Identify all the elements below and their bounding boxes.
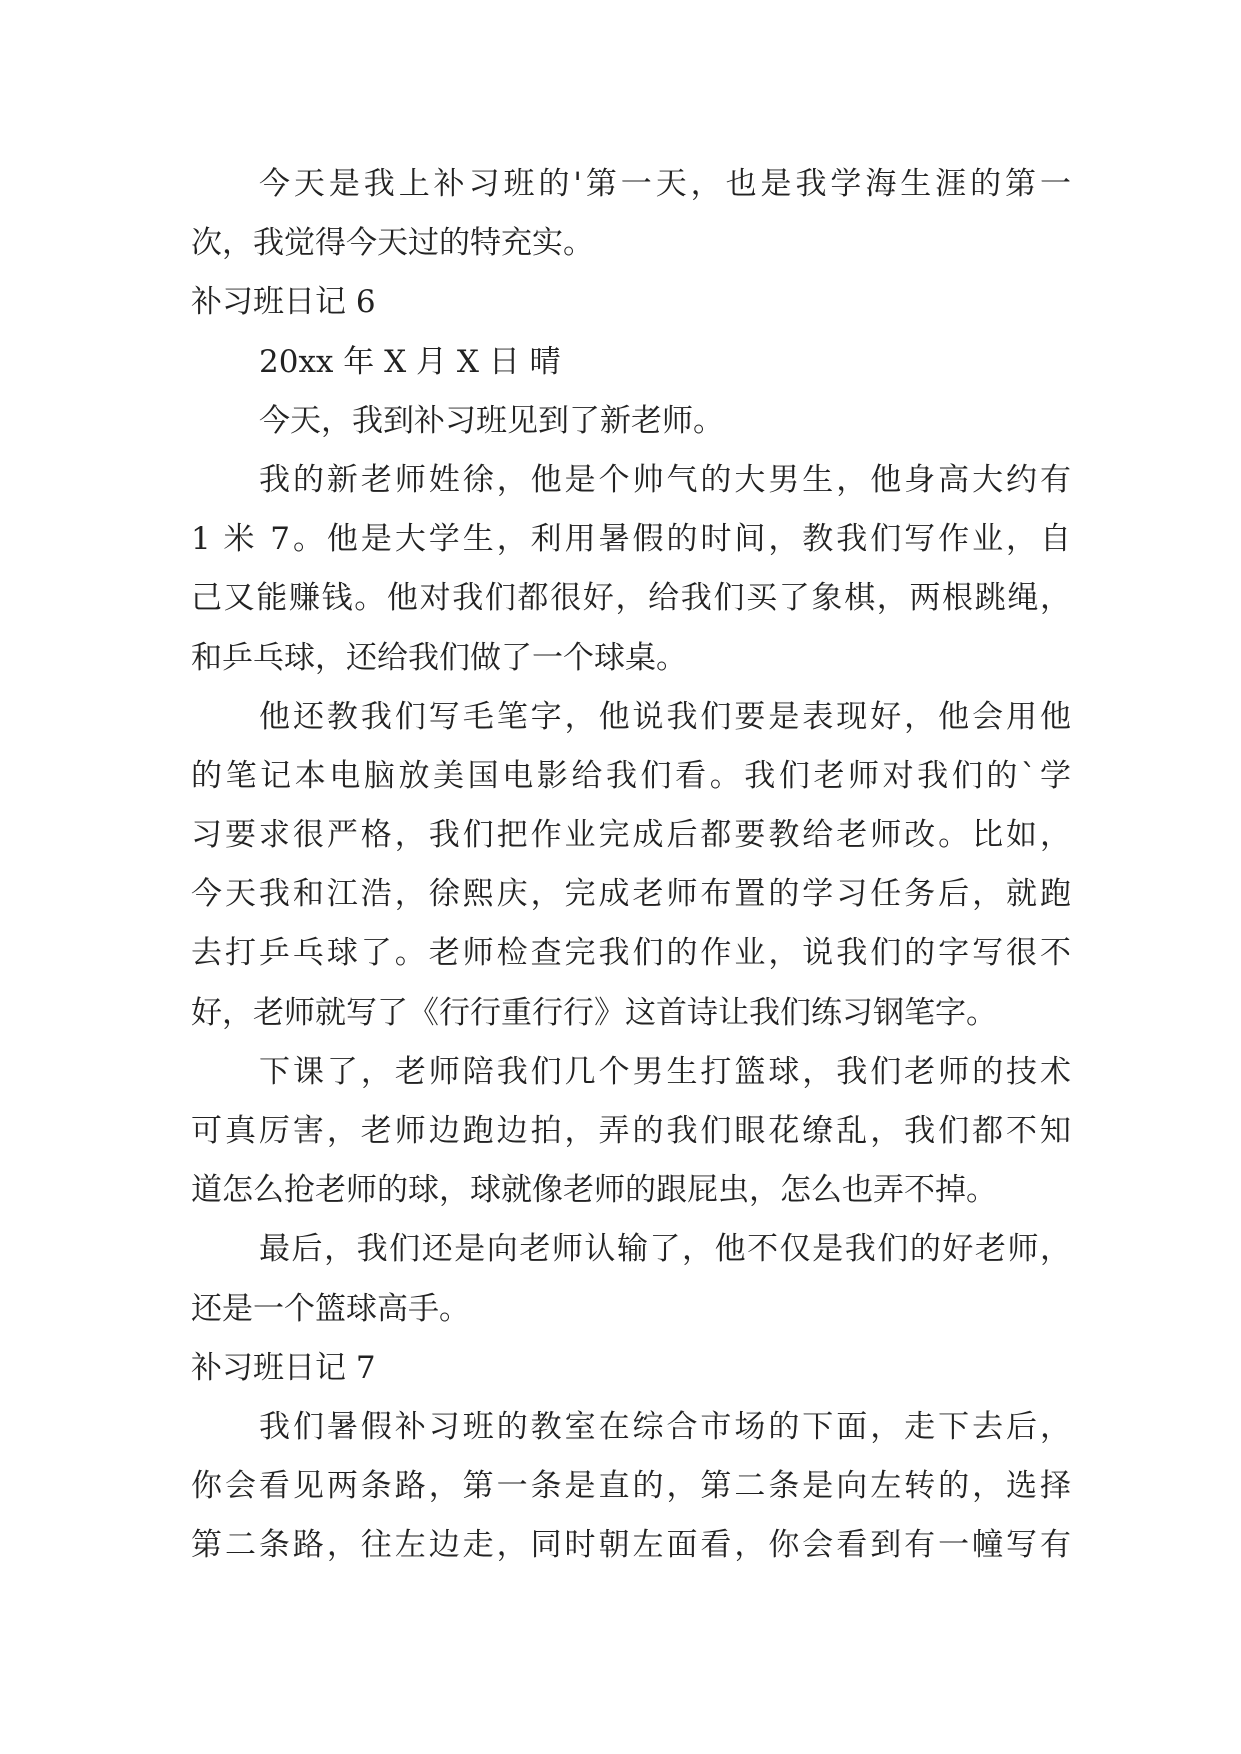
- text-line: 最后，我们还是向老师认输了，他不仅是我们的好老师，: [259, 1231, 1071, 1268]
- paragraph: [191, 1043, 1071, 1221]
- text-line: 第二条路，往左边走，同时朝左面看，你会看到有一幢写有: [191, 1527, 1071, 1564]
- text-line: 去打乒乓球了。老师检查完我们的作业，说我们的字写很不: [191, 935, 1071, 972]
- paragraph: [191, 1398, 1071, 1576]
- text-line: 道怎么抢老师的球，球就像老师的跟屁虫，怎么也弄不掉。: [191, 1172, 997, 1209]
- text-line: 今天我和江浩，徐熙庆，完成老师布置的学习任务后，就跑: [191, 876, 1071, 913]
- text-line: 我的新老师姓徐，他是个帅气的大男生，他身高大约有: [259, 461, 1071, 498]
- paragraph: [191, 451, 1071, 688]
- text-line: 次，我觉得今天过的特充实。: [191, 225, 594, 262]
- text-line: 的笔记本电脑放美国电影给我们看。我们老师对我们的`学: [191, 757, 1071, 794]
- text-line: 1 米 7。他是大学生，利用暑假的时间，教我们写作业，自: [191, 521, 1071, 558]
- document-page: [191, 155, 1071, 1576]
- text-line: 今天，我到补习班见到了新老师。: [259, 402, 724, 439]
- text-line: 己又能赚钱。他对我们都很好，给我们买了象棋，两根跳绳，: [191, 580, 1071, 617]
- paragraph: [191, 392, 1071, 451]
- heading-text: 补习班日记 7: [191, 1349, 376, 1386]
- text-line: 我们暑假补习班的教室在综合市场的下面，走下去后，: [259, 1408, 1071, 1445]
- paragraph: [191, 1220, 1071, 1338]
- paragraph: [191, 333, 1071, 392]
- heading-text: 补习班日记 6: [191, 284, 376, 321]
- text-line: 还是一个篮球高手。: [191, 1290, 470, 1327]
- paragraph: [191, 688, 1071, 1043]
- text-line: 下课了，老师陪我们几个男生打篮球，我们老师的技术: [259, 1053, 1071, 1090]
- text-line: 和乒乓球，还给我们做了一个球桌。: [191, 639, 687, 676]
- text-line: 习要求很严格，我们把作业完成后都要教给老师改。比如，: [191, 817, 1071, 854]
- text-line: 今天是我上补习班的'第一天，也是我学海生涯的第一: [259, 166, 1071, 202]
- text-line: 可真厉害，老师边跑边拍，弄的我们眼花缭乱，我们都不知: [191, 1113, 1071, 1149]
- text-line: 他还教我们写毛笔字，他说我们要是表现好，他会用他: [259, 698, 1071, 735]
- text-line: 20xx 年 X 月 X 日 晴: [259, 343, 561, 380]
- text-line: 你会看见两条路，第一条是直的，第二条是向左转的，选择: [191, 1468, 1071, 1505]
- section-heading: [191, 1339, 1071, 1398]
- section-heading: [191, 273, 1071, 332]
- text-line: 好，老师就写了《行行重行行》这首诗让我们练习钢笔字。: [191, 994, 997, 1031]
- paragraph: [191, 155, 1071, 273]
